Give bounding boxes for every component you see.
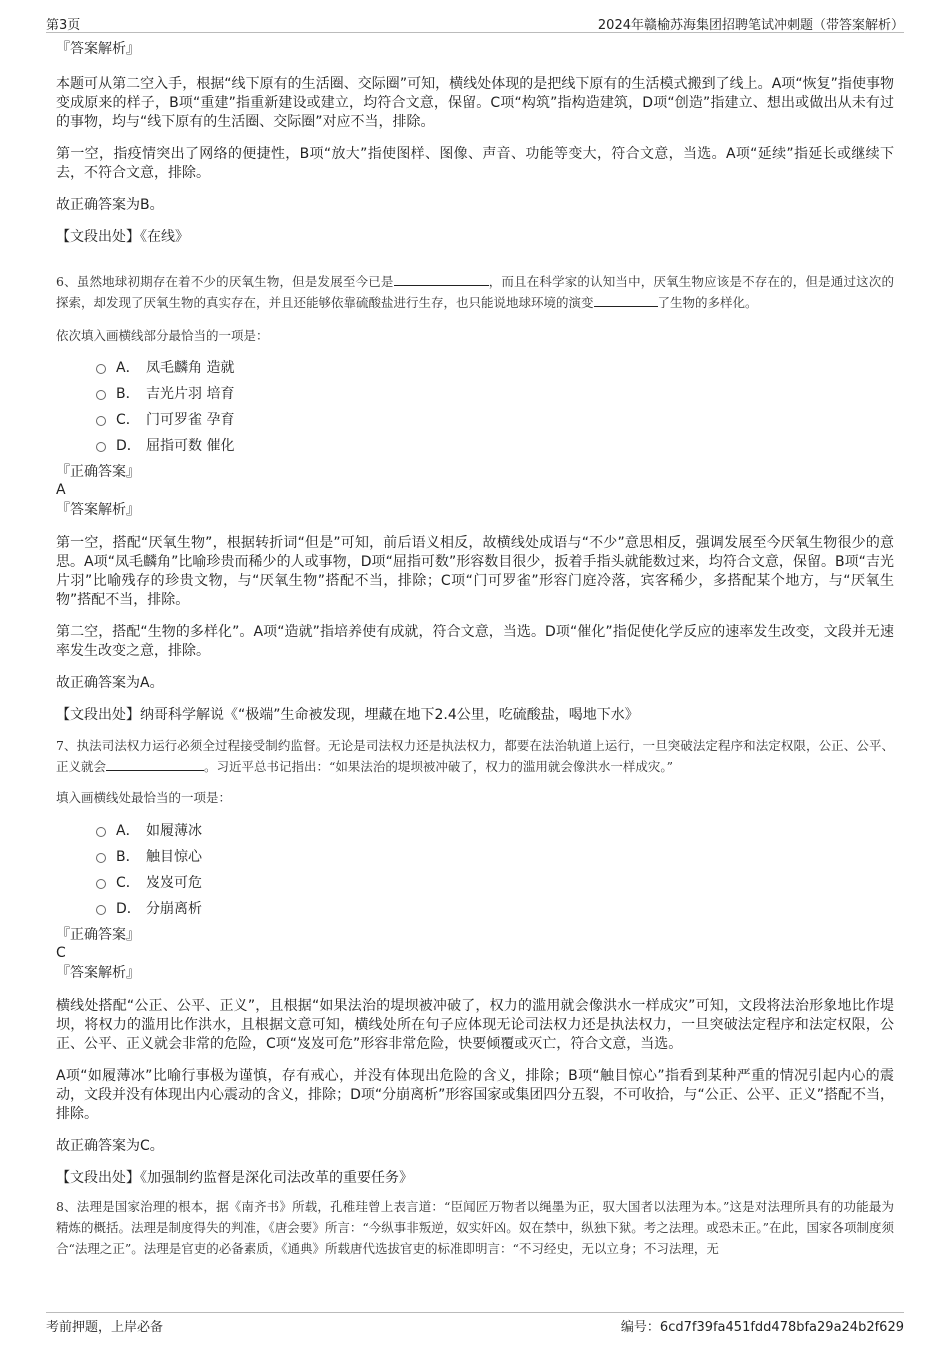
q6-option-c[interactable]: C． 门可罗雀 孕育 [96,407,894,433]
q7-conclusion: 故正确答案为C。 [56,1138,164,1154]
q6-conclusion: 故正确答案为A。 [56,675,164,691]
q6-option-b[interactable]: B． 吉光片羽 培育 [96,381,894,407]
q6-source: 【文段出处】纳哥科学解说《“极端”生命被发现，埋藏在地下2.4公里，吃硫酸盐，喝地下水》 [56,707,639,723]
q7-option-c[interactable]: C． 岌岌可危 [96,870,894,896]
page-header [46,14,904,33]
radio-icon[interactable] [96,416,106,426]
q8-stem: 8、法理是国家治理的根本，据《南齐书》所载，孔稚珪曾上表言道：“臣闻匠万物者以绳墨为正，驭大国者以法理为本。”这是对法理所具有的功能最为精炼的概括。法理是制度得失的判准，《唐会要》所言：“今纵事非叛逆，奴实奸凶。奴在禁中，纵独下狱。考之法理。或恐未正。”在此，国家各项制度须合“法理之正”。法理是官吏的必备素质，《通典》所载唐代选拔官吏的标准即明言：“不习经史，无以立身；不习法理，无 [56,1199,894,1256]
q7-source: 【文段出处】《加强制约监督是深化司法改革的重要任务》 [56,1170,413,1186]
footer-slogan: 考前押题，上岸必备 [46,1320,164,1335]
q6-analysis-paragraph-2: 第二空，搭配“生物的多样化”。A项“造就”指培养使有成就，符合文意，当选。D项“催化”指促使化学反应的速率发生改变，文段并无速率发生改变之意，排除。 [56,624,894,659]
q6-options [56,355,894,459]
q6-blank-1 [394,273,489,286]
q7-option-a[interactable]: A． 如履薄冰 [96,818,894,844]
q7-option-b[interactable]: B． 触目惊心 [96,844,894,870]
q6-correct-label: 『正确答案』 [56,464,140,480]
radio-icon[interactable] [96,390,106,400]
q7-stem-part-1: 7、执法司法权力运行必须全过程接受制约监督。无论是司法权力还是执法权力，都要在法治轨道上运行，一旦突破法定程序和法定权限，公正、公平、正义就会 [56,738,894,774]
q7-stem-part-2: 。习近平总书记指出：“如果法治的堤坝被冲破了，权力的滥用就会像洪水一样成灾。” [204,759,674,774]
q6-stem-part-2: ，而且在科学家的认知当中，厌氧生物应该是不存在的，但是通过这次的探索，却发现了厌氧生物的真实存在，并且还能够依靠硫酸盐进行生存，也只能说地球环境的演变 [56,274,894,310]
q7-correct-answer: C [56,945,66,961]
page-content [56,36,894,1258]
q5-analysis-paragraph-1: 本题可从第二空入手，根据“线下原有的生活圈、交际圈”可知，横线处体现的是把线下原有的生活模式搬到了线上。A项“恢复”指使事物变成原来的样子，B项“重建”指重新建设或建立，均符合文意，保留。C项“构筑”指构造建筑，D项“创造”指建立、想出或做出从未有过的事物，均与“线下原有的生活圈、交际圈”对应不当，排除。 [56,76,894,130]
q5-conclusion: 故正确答案为B。 [56,197,164,213]
q6-stem-part-3: 了生物的多样化。 [657,295,758,310]
q6-stem [56,271,894,313]
q7-analysis-paragraph-2: A项“如履薄冰”比喻行事极为谨慎，存有戒心，并没有体现出危险的含义，排除；B项“触目惊心”指看到某种严重的情况引起内心的震动，文段并没有体现出内心震动的含义，排除；D项“分崩离析”形容国家或集团四分五裂，不可收拾，与“公正、公平、正义”搭配不当，排除。 [56,1068,894,1122]
radio-icon[interactable] [96,827,106,837]
q7-stem [56,735,894,777]
q6-blank-2 [594,294,658,307]
q5-source: 【文段出处】《在线》 [56,229,189,245]
q6-prompt: 依次填入画横线部分最恰当的一项是： [56,328,269,343]
q7-option-d[interactable]: D． 分崩离析 [96,896,894,922]
q7-correct-label: 『正确答案』 [56,927,140,943]
page-number: 第3页 [46,18,81,33]
document-title: 2024年赣榆苏海集团招聘笔试冲刺题（带答案解析） [597,18,904,33]
radio-icon[interactable] [96,853,106,863]
radio-icon[interactable] [96,905,106,915]
q6-analysis-label: 『答案解析』 [56,502,140,518]
q6-stem-part-1: 6、虽然地球初期存在着不少的厌氧生物，但是发展至今已是 [56,274,394,289]
document-code: 编号：6cd7f39fa451fdd478bfa29a24b2f629 [620,1320,904,1335]
q6-analysis-paragraph-1: 第一空，搭配“厌氧生物”，根据转折词“但是”可知，前后语义相反，故横线处成语与“不少”意思相反，强调发展至今厌氧生物很少的意思。A项“凤毛麟角”比喻珍贵而稀少的人或事物，D项“屈指可数”形容数目很少，扳着手指头就能数过来，均符合文意，保留。B项“吉光片羽”比喻残存的珍贵文物，与“厌氧生物”搭配不当，排除；C项“门可罗雀”形容门庭冷落，宾客稀少，多搭配某个地方，与“厌氧生物”搭配不当，排除。 [56,535,894,608]
q6-option-d[interactable]: D． 屈指可数 催化 [96,433,894,459]
q7-prompt: 填入画横线处最恰当的一项是： [56,790,232,805]
q7-analysis-paragraph-1: 横线处搭配“公正、公平、正义”，且根据“如果法治的堤坝被冲破了，权力的滥用就会像洪水一样成灾”可知，文段将法治形象地比作堤坝，将权力的滥用比作洪水，且根据文意可知，横线处所在句子应体现无论司法权力还是执法权力，一旦突破法定程序和法定权限，公正、公平、正义就会非常的危险，C项“岌岌可危”形容非常危险，快要倾覆或灭亡，符合文意，当选。 [56,998,894,1052]
radio-icon[interactable] [96,364,106,374]
radio-icon[interactable] [96,442,106,452]
q7-blank [106,758,204,771]
q7-analysis-label: 『答案解析』 [56,965,140,981]
q7-options [56,818,894,922]
q6-option-a[interactable]: A． 凤毛麟角 造就 [96,355,894,381]
q6-correct-answer: A [56,482,66,498]
page-footer [46,1312,904,1335]
radio-icon[interactable] [96,879,106,889]
q5-analysis-paragraph-2: 第一空，指疫情突出了网络的便捷性，B项“放大”指使图样、图像、声音、功能等变大，符合文意，当选。A项“延续”指延长或继续下去，不符合文意，排除。 [56,146,894,181]
q5-analysis-label: 『答案解析』 [56,41,140,57]
